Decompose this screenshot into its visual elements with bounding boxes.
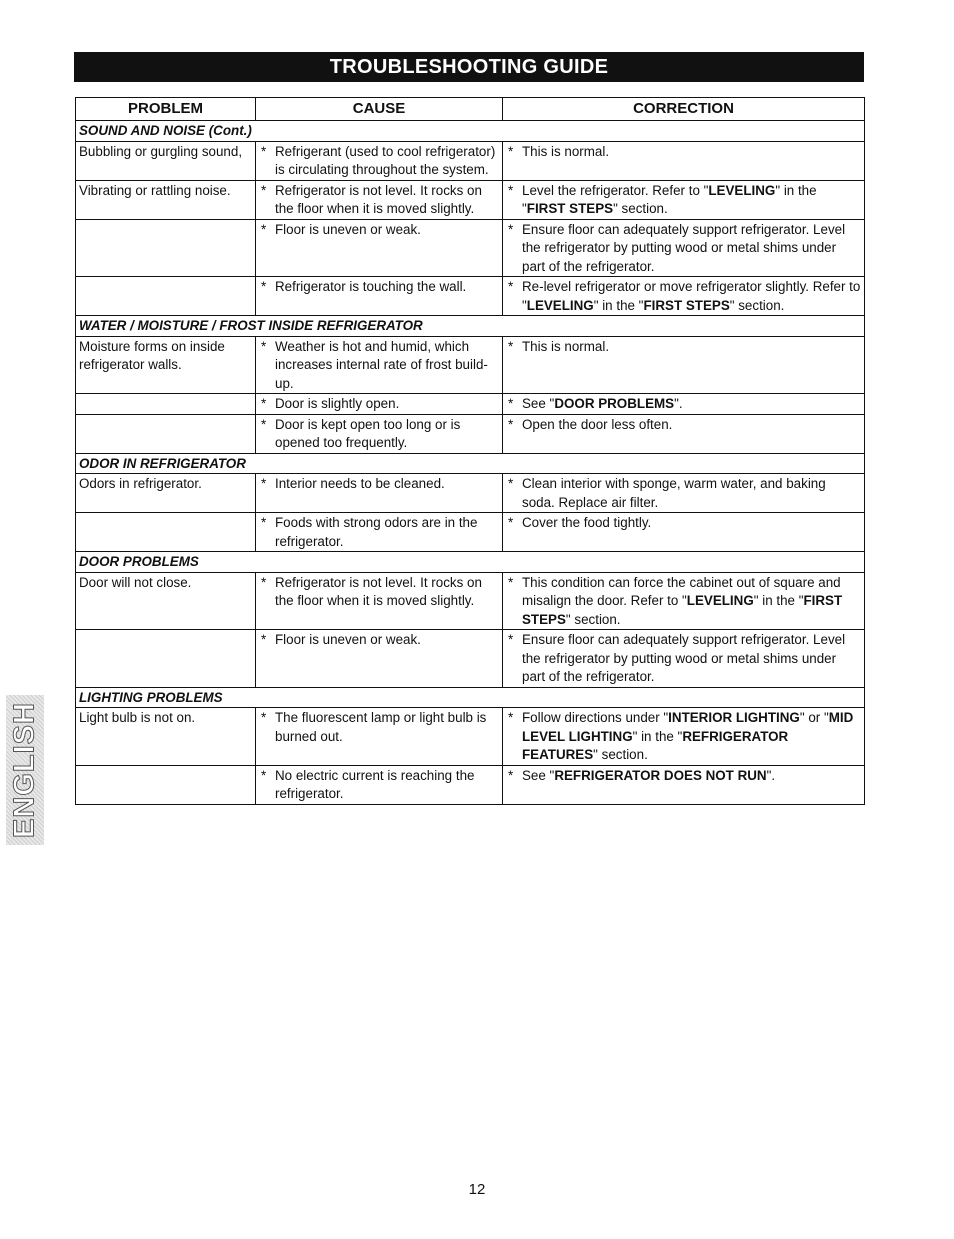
cause-cell (256, 180, 503, 219)
correction-cell (503, 394, 865, 415)
table-row (76, 708, 865, 766)
cause-cell (256, 572, 503, 630)
correction-cell (503, 474, 865, 513)
correction-text: Open the door less often. (522, 416, 673, 432)
cause-text: Weather is hot and humid, which increases internal rate of frost build-up. (275, 338, 488, 391)
cause-cell (256, 219, 503, 277)
correction-item (506, 338, 861, 357)
correction-cell (503, 708, 865, 766)
table-row (76, 394, 865, 415)
table-body (76, 121, 865, 805)
correction-cell (503, 180, 865, 219)
table-row (76, 765, 865, 804)
correction-text: See "DOOR PROBLEMS". (522, 396, 683, 411)
cause-item (259, 416, 499, 453)
correction-item (506, 767, 861, 786)
problem-cell (76, 414, 256, 453)
correction-text: Follow directions under "INTERIOR LIGHTING" or "MID LEVEL LIGHTING" in the "REFRIGERATOR FEATURES" section. (522, 710, 854, 762)
cause-cell (256, 708, 503, 766)
cause-item (259, 475, 499, 494)
cause-text: Foods with strong odors are in the refrigerator. (275, 515, 478, 549)
cause-text: Door is kept open too long or is opened too frequently. (275, 416, 461, 450)
troubleshooting-table (75, 97, 865, 805)
correction-item (506, 278, 861, 315)
bullet-marker: * (508, 632, 514, 647)
language-side-tab (6, 695, 44, 845)
section-title: LIGHTING PROBLEMS (76, 687, 865, 708)
page-title: TROUBLESHOOTING GUIDE (74, 52, 864, 82)
correction-item (506, 514, 861, 533)
problem-cell (76, 277, 256, 316)
section-row (76, 687, 865, 708)
cause-cell (256, 141, 503, 180)
problem-cell (76, 513, 256, 552)
bullet-marker: * (261, 279, 267, 294)
table-row (76, 630, 865, 688)
cause-text: No electric current is reaching the refrigerator. (275, 767, 475, 801)
bullet-marker: * (508, 476, 514, 491)
bullet-marker: * (261, 476, 267, 491)
table-row (76, 219, 865, 277)
correction-text: See "REFRIGERATOR DOES NOT RUN". (522, 767, 776, 783)
correction-item (506, 631, 861, 687)
cause-item (259, 143, 499, 180)
bullet-marker: * (508, 396, 514, 411)
bullet-marker: * (508, 221, 514, 237)
table-header-row (76, 98, 865, 121)
cause-cell (256, 630, 503, 688)
correction-item (506, 143, 861, 162)
cause-item (259, 338, 499, 394)
correction-text: This is normal. (522, 338, 610, 354)
correction-item (506, 221, 861, 277)
bullet-marker: * (261, 574, 267, 590)
cause-item (259, 395, 499, 414)
cause-cell (256, 277, 503, 316)
problem-cell (76, 765, 256, 804)
cause-text: Interior needs to be cleaned. (275, 476, 445, 491)
problem-cell: Bubbling or gurgling sound, (76, 141, 256, 180)
section-row (76, 316, 865, 337)
section-title: DOOR PROBLEMS (76, 552, 865, 573)
correction-text: Clean interior with sponge, warm water, and baking soda. Replace air filter. (522, 476, 826, 510)
cause-text: The fluorescent lamp or light bulb is burned out. (275, 710, 487, 744)
correction-item (506, 475, 861, 512)
page-number: 12 (468, 1181, 486, 1198)
bullet-marker: * (508, 767, 514, 783)
correction-item (506, 709, 861, 765)
cause-text: Door is slightly open. (275, 396, 400, 411)
problem-cell: Moisture forms on inside refrigerator walls. (76, 336, 256, 394)
bullet-marker: * (508, 515, 514, 530)
table-row (76, 414, 865, 453)
problem-cell: Light bulb is not on. (76, 708, 256, 766)
cause-cell (256, 513, 503, 552)
table-row (76, 513, 865, 552)
table-row (76, 180, 865, 219)
correction-cell (503, 141, 865, 180)
section-title: SOUND AND NOISE (Cont.) (76, 121, 865, 142)
table-row (76, 572, 865, 630)
section-title: ODOR IN REFRIGERATOR (76, 453, 865, 474)
correction-cell (503, 513, 865, 552)
bullet-marker: * (508, 574, 514, 590)
correction-cell (503, 572, 865, 630)
bullet-marker: * (508, 710, 514, 725)
correction-text: Cover the food tightly. (522, 515, 652, 530)
correction-item (506, 574, 861, 630)
bullet-marker: * (508, 338, 514, 354)
bullet-marker: * (261, 143, 267, 159)
bullet-marker: * (508, 143, 514, 159)
bullet-marker: * (261, 416, 267, 432)
bullet-marker: * (261, 710, 267, 725)
problem-cell (76, 219, 256, 277)
cause-item (259, 278, 499, 297)
cause-item (259, 767, 499, 804)
correction-cell (503, 630, 865, 688)
cause-cell (256, 765, 503, 804)
correction-item (506, 416, 861, 435)
correction-text: Ensure floor can adequately support refrigerator. Level the refrigerator by putting wood or metal shims under part of the refrigerator. (522, 221, 846, 274)
bullet-marker: * (261, 396, 267, 411)
header-problem: PROBLEM (76, 98, 256, 121)
cause-item (259, 514, 499, 551)
table-row (76, 277, 865, 316)
correction-text: Level the refrigerator. Refer to "LEVELING" in the "FIRST STEPS" section. (522, 182, 817, 216)
cause-text: Refrigerator is not level. It rocks on the floor when it is moved slightly. (275, 574, 482, 608)
correction-text: Re-level refrigerator or move refrigerator slightly. Refer to "LEVELING" in the "FIRST STEPS" section. (522, 279, 861, 313)
bullet-marker: * (508, 182, 514, 198)
bullet-marker: * (261, 182, 267, 198)
table-row (76, 141, 865, 180)
correction-cell (503, 336, 865, 394)
header-cause: CAUSE (256, 98, 503, 121)
cause-text: Refrigerant (used to cool refrigerator) is circulating throughout the system. (275, 143, 496, 177)
bullet-marker: * (261, 632, 267, 647)
correction-item (506, 395, 861, 414)
problem-cell (76, 630, 256, 688)
bullet-marker: * (261, 338, 267, 354)
cause-item (259, 182, 499, 219)
cause-text: Refrigerator is not level. It rocks on the floor when it is moved slightly. (275, 182, 482, 216)
correction-item (506, 182, 861, 219)
problem-cell (76, 394, 256, 415)
correction-cell (503, 765, 865, 804)
bullet-marker: * (261, 515, 267, 530)
bullet-marker: * (508, 416, 514, 432)
section-row (76, 121, 865, 142)
cause-item (259, 709, 499, 746)
side-tab-label: ENGLISH (8, 702, 41, 838)
correction-text: Ensure floor can adequately support refrigerator. Level the refrigerator by putting wood or metal shims under part of the refrigerator. (522, 632, 846, 684)
table-row (76, 474, 865, 513)
cause-text: Floor is uneven or weak. (275, 632, 421, 647)
cause-cell (256, 474, 503, 513)
problem-cell: Vibrating or rattling noise. (76, 180, 256, 219)
correction-cell (503, 219, 865, 277)
bullet-marker: * (508, 279, 514, 294)
correction-cell (503, 414, 865, 453)
table-row (76, 336, 865, 394)
correction-text: This is normal. (522, 143, 610, 159)
cause-item (259, 221, 499, 240)
cause-text: Floor is uneven or weak. (275, 221, 421, 237)
section-row (76, 552, 865, 573)
header-correction: CORRECTION (503, 98, 865, 121)
cause-cell (256, 414, 503, 453)
bullet-marker: * (261, 767, 267, 783)
bullet-marker: * (261, 221, 267, 237)
correction-text: This condition can force the cabinet out of square and misalign the door. Refer to "LEVELING" in the "FIRST STEPS" section. (522, 574, 843, 627)
problem-cell: Odors in refrigerator. (76, 474, 256, 513)
section-title: WATER / MOISTURE / FROST INSIDE REFRIGERATOR (76, 316, 865, 337)
correction-cell (503, 277, 865, 316)
cause-item (259, 631, 499, 650)
cause-cell (256, 336, 503, 394)
problem-cell: Door will not close. (76, 572, 256, 630)
cause-cell (256, 394, 503, 415)
cause-text: Refrigerator is touching the wall. (275, 279, 467, 294)
cause-item (259, 574, 499, 611)
section-row (76, 453, 865, 474)
